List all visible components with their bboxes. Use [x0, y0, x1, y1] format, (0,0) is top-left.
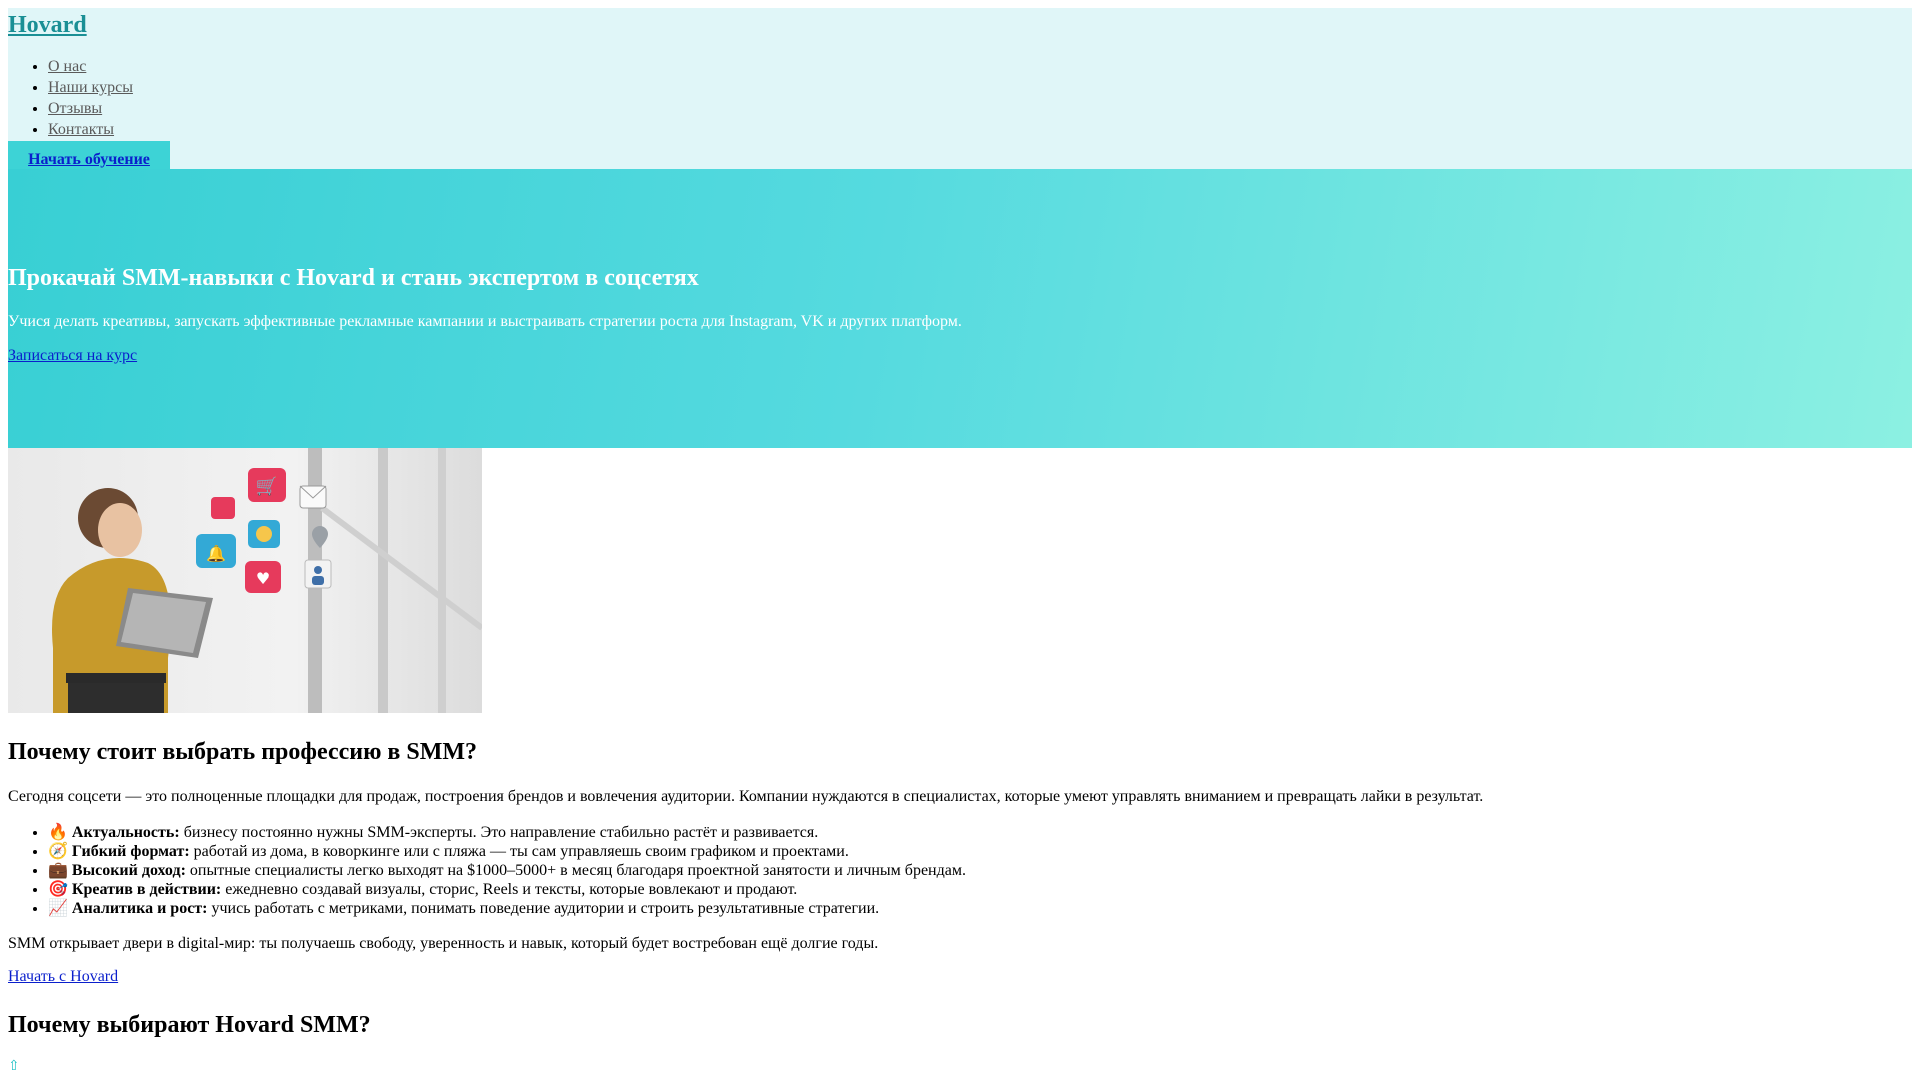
why-smm-title: Почему стоит выбрать профессию в SMM? [8, 739, 478, 765]
compass-icon: 🧭 [48, 843, 68, 860]
feature-text: ежедневно создавай визуалы, сторис, Reels и тексты, которые вовлекают и продают. [221, 881, 798, 898]
smm-illustration [8, 448, 482, 713]
nav-item-contacts [48, 119, 1912, 140]
hero-title: Прокачай SMM-навыки с Hovard и стань экспертом в соцсетях [8, 265, 699, 291]
feature-text: опытные специалисты легко выходят на $1000–5000+ в месяц благодаря проектной занятости и личным брендам. [185, 862, 966, 879]
start-hovard-link[interactable]: Начать с Hovard [8, 968, 119, 985]
hero-section [8, 169, 1912, 448]
list-item [48, 842, 1912, 861]
hero-subtitle: Учися делать креативы, запускать эффективные рекламные кампании и выстраивать стратегии роста для Instagram, VK и других платформ. [8, 313, 962, 330]
scroll-up-icon[interactable]: ⇧ [8, 1059, 20, 1074]
site-brand [8, 8, 1912, 40]
target-icon: 🎯 [48, 881, 68, 898]
chart-up-icon: 📈 [48, 900, 68, 917]
nav-link-contacts[interactable]: Контакты [48, 121, 115, 138]
svg-text:🔔: 🔔 [206, 544, 226, 563]
feature-label: Гибкий формат: [71, 843, 190, 860]
brand-link[interactable]: Hovard [8, 12, 87, 38]
site-header [8, 8, 1912, 169]
feature-text: бизнесу постоянно нужны SMM-эксперты. Это направление стабильно растёт и развивается. [179, 824, 819, 841]
features-list [8, 823, 1912, 918]
fire-icon: 🔥 [48, 824, 68, 841]
feature-label: Высокий доход: [71, 862, 186, 879]
list-item [48, 899, 1912, 918]
main-nav [8, 56, 1912, 140]
feature-label: Креатив в действии: [71, 881, 222, 898]
hero-cta-link[interactable]: Записаться на курс [8, 347, 138, 364]
feature-label: Актуальность: [71, 824, 180, 841]
nav-item-about [48, 56, 1912, 77]
svg-text:♥: ♥ [255, 569, 271, 588]
nav-link-courses[interactable]: Наши курсы [48, 79, 133, 96]
nav-link-about[interactable]: О нас [48, 58, 87, 75]
nav-item-courses [48, 77, 1912, 98]
feature-text: работай из дома, в коворкинге или с пляжа — ты сам управляешь своим графиком и проектами. [189, 843, 849, 860]
feature-label: Аналитика и рост: [71, 900, 208, 917]
why-hovard-title: Почему выбирают Hovard SMM? [8, 1012, 371, 1038]
why-smm-lead: Сегодня соцсети — это полноценные площадки для продаж, построения брендов и вовлечения аудитории. Компании нуждаются в специалистах, которые умеют управлять вниманием и превращать лайки в результат. [8, 788, 1484, 805]
list-item [48, 880, 1912, 899]
list-item [48, 861, 1912, 880]
list-item [48, 823, 1912, 842]
nav-link-reviews[interactable]: Отзывы [48, 100, 103, 117]
svg-text:🛒: 🛒 [255, 476, 279, 497]
nav-item-reviews [48, 98, 1912, 119]
header-cta-link[interactable]: Начать обучение [28, 151, 150, 168]
briefcase-icon: 💼 [48, 862, 68, 879]
why-smm-closing: SMM открывает двери в digital-мир: ты получаешь свободу, уверенность и навык, который будет востребован ещё долгие годы. [8, 935, 879, 952]
feature-text: учись работать с метриками, понимать поведение аудитории и строить результативные стратегии. [207, 900, 880, 917]
